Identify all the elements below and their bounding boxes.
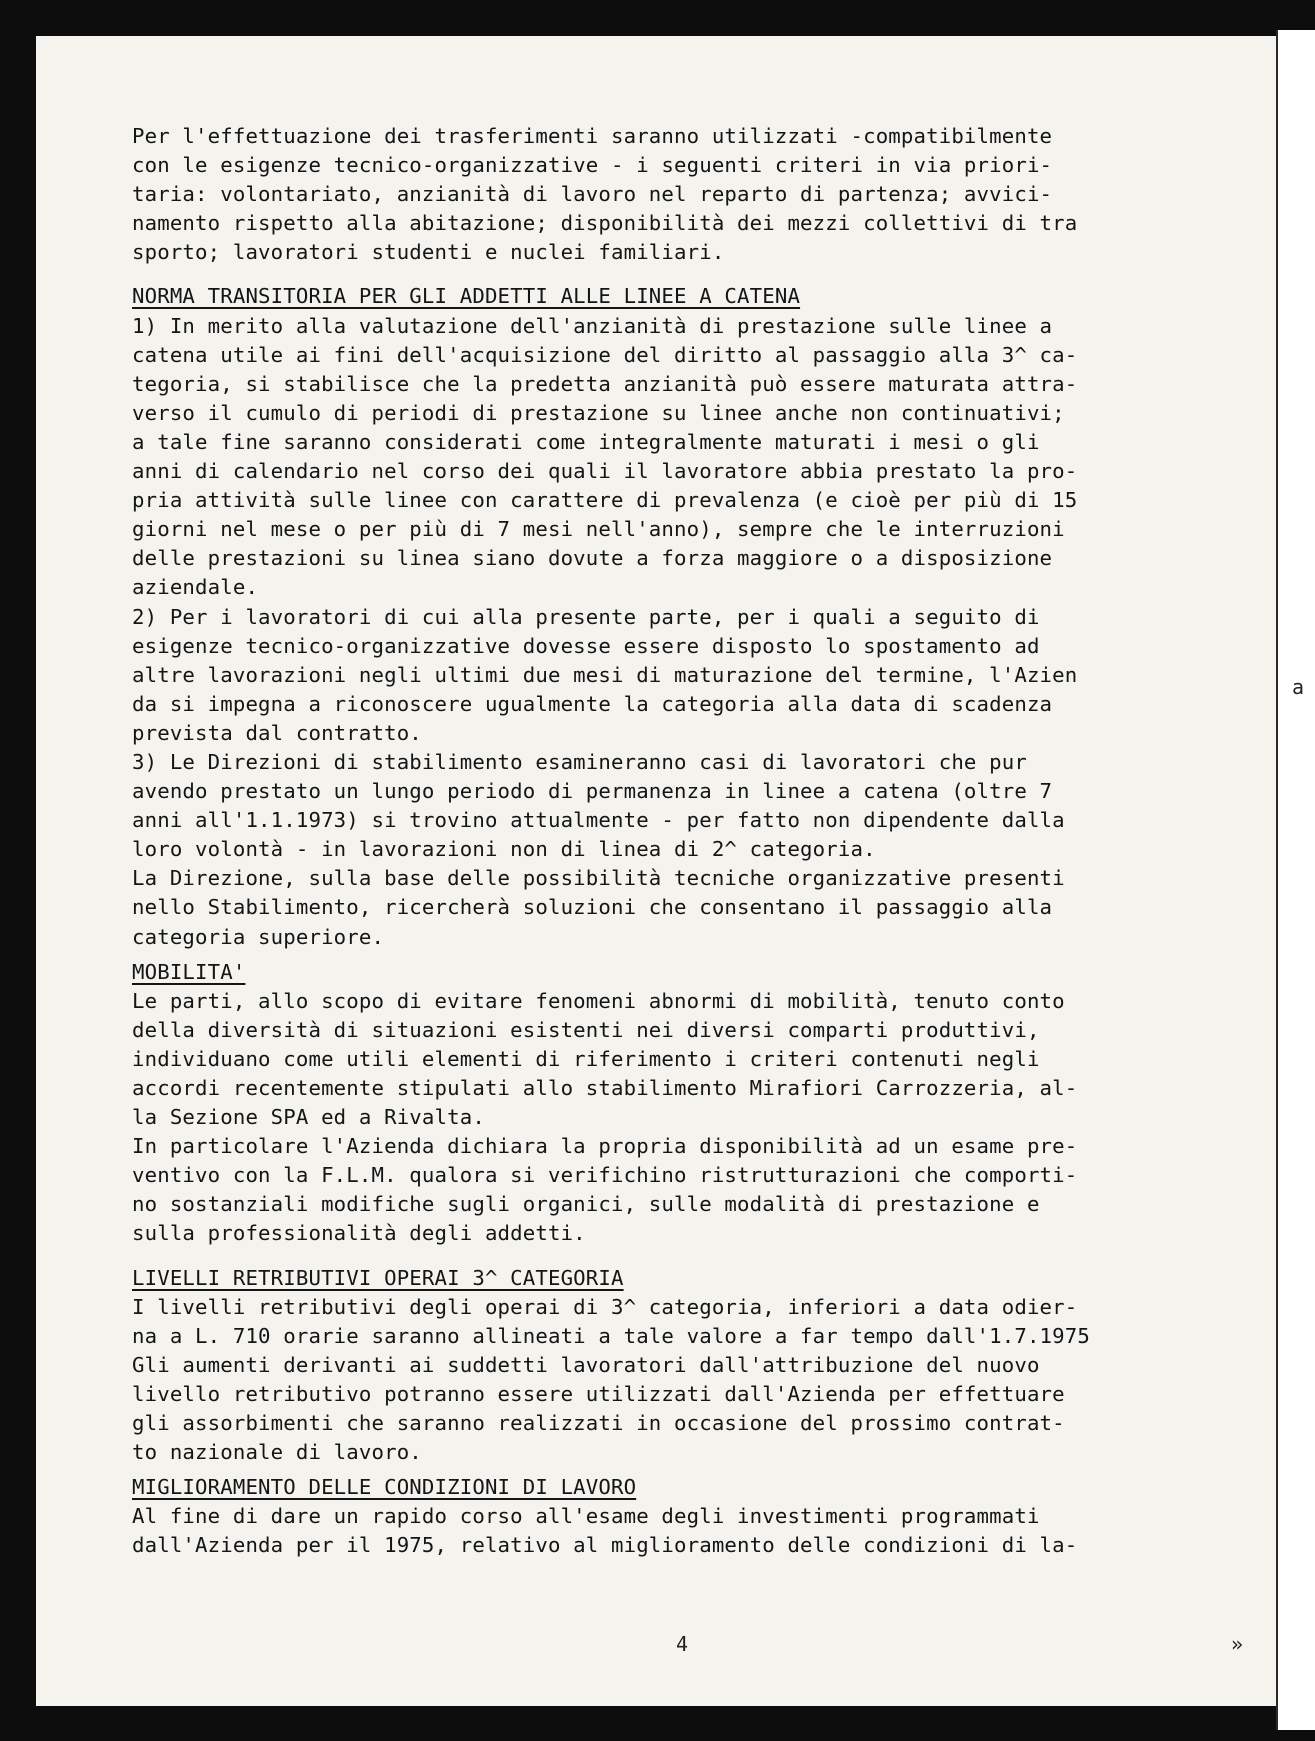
text-line: 3) Le Direzioni di stabilimento esamineranno casi di lavoratori che pur [132,749,1027,774]
text-line: tegoria, si stabilisce che la predetta anzianità può essere maturata attra- [132,371,1078,396]
text-line: Le parti, allo scopo di evitare fenomeni abnormi di mobilità, tenuto conto [132,988,1065,1013]
document-body [132,122,1232,1561]
text-line: Al fine di dare un rapido corso all'esame degli investimenti programmati [132,1504,1040,1529]
text-line: altre lavorazioni negli ultimi due mesi di maturazione del termine, l'Azien [132,662,1078,687]
text-line: nello Stabilimento, ricercherà soluzioni che consentano il passaggio alla [132,895,1053,920]
text-line: loro volontà - in lavorazioni non di linea di 2^ categoria. [132,837,876,862]
text-line: aziendale. [132,575,259,600]
continuation-mark: » [1231,1632,1244,1656]
adjacent-page-edge [1276,30,1315,1730]
section-mobility [132,958,1232,1249]
text-line: giorni nel mese o per più di 7 mesi nell'anno), sempre che le interruzioni [132,517,1065,542]
section-heading: MIGLIORAMENTO DELLE CONDIZIONI DI LAVORO [132,1475,637,1500]
text-line: gli assorbimenti che saranno realizzati in occasione del prossimo contrat- [132,1411,1065,1436]
text-line: sporto; lavoratori studenti e nuclei familiari. [132,240,725,265]
document-page [36,36,1276,1706]
text-line: to nazionale di lavoro. [132,1440,422,1465]
text-line: Per l'effettuazione dei trasferimenti saranno utilizzati -compatibilmente [132,124,1053,148]
section-wage-levels [132,1264,1232,1468]
text-line: a tale fine saranno considerati come integralmente maturati i mesi o gli [132,429,1040,454]
text-line: delle prestazioni su linea siano dovute a forza maggiore o a disposizione [132,546,1053,571]
text-line: dall'Azienda per il 1975, relativo al miglioramento delle condizioni di la- [132,1533,1078,1558]
text-line: verso il cumulo di periodi di prestazione su linee anche non continuativi; [132,400,1065,425]
text-line: Gli aumenti derivanti ai suddetti lavoratori dall'attribuzione del nuovo [132,1352,1040,1377]
text-line: namento rispetto alla abitazione; disponibilità dei mezzi collettivi di tra [132,211,1078,236]
section-transitional-rule [132,282,1232,951]
text-line: livello retributivo potranno essere utilizzati dall'Azienda per effettuare [132,1381,1065,1406]
text-line: ventivo con la F.L.M. qualora si verifichino ristrutturazioni che comporti- [132,1163,1078,1188]
text-line: 1) In merito alla valutazione dell'anzianità di prestazione sulle linee a [132,313,1053,338]
text-line: taria: volontariato, anzianità di lavoro nel reparto di partenza; avvici- [132,182,1053,207]
text-line: sulla professionalità degli addetti. [132,1221,586,1246]
section-working-conditions [132,1473,1232,1560]
text-line: anni di calendario nel corso dei quali il lavoratore abbia prestato la pro- [132,459,1078,484]
text-line: 2) Per i lavoratori di cui alla presente parte, per i quali a seguito di [132,604,1040,629]
margin-mark: a [1292,675,1305,699]
section-heading: LIVELLI RETRIBUTIVI OPERAI 3^ CATEGORIA [132,1265,624,1290]
text-line: no sostanziali modifiche sugli organici, sulle modalità di prestazione e [132,1192,1040,1217]
section-heading: NORMA TRANSITORIA PER GLI ADDETTI ALLE LINEE A CATENA [132,284,801,309]
text-line: la Sezione SPA ed a Rivalta. [132,1105,485,1130]
text-line: da si impegna a riconoscere ugualmente la categoria alla data di scadenza [132,691,1053,716]
text-line: In particolare l'Azienda dichiara la propria disponibilità ad un esame pre- [132,1134,1078,1159]
text-line: prevista dal contratto. [132,720,422,745]
text-line: categoria superiore. [132,924,385,949]
text-line: con le esigenze tecnico-organizzative - i seguenti criteri in via priori- [132,153,1053,178]
text-line: della diversità di situazioni esistenti nei diversi comparti produttivi, [132,1017,1040,1042]
text-line: I livelli retributivi degli operai di 3^ categoria, inferiori a data odier- [132,1294,1078,1319]
text-line: individuano come utili elementi di riferimento i criteri contenuti negli [132,1046,1040,1071]
text-line: accordi recentemente stipulati allo stabilimento Mirafiori Carrozzeria, al- [132,1076,1078,1100]
text-line: catena utile ai fini dell'acquisizione del diritto al passaggio alla 3^ ca- [132,342,1078,367]
text-line: esigenze tecnico-organizzative dovesse essere disposto lo spostamento ad [132,633,1040,658]
text-line: anni all'1.1.1973) si trovino attualmente - per fatto non dipendente dalla [132,808,1065,833]
text-line: pria attività sulle linee con carattere di prevalenza (e cioè per più di 15 [132,488,1078,513]
page-number: 4 [676,1632,689,1656]
section-heading: MOBILITA' [132,959,246,984]
text-line: avendo prestato un lungo periodo di permanenza in linee a catena (oltre 7 [132,779,1053,804]
paragraph-transfer-criteria [132,122,1232,267]
text-line: na a L. 710 orarie saranno allineati a tale valore a far tempo dall'1.7.1975 [132,1323,1090,1348]
text-line: La Direzione, sulla base delle possibilità tecniche organizzative presenti [132,866,1065,891]
